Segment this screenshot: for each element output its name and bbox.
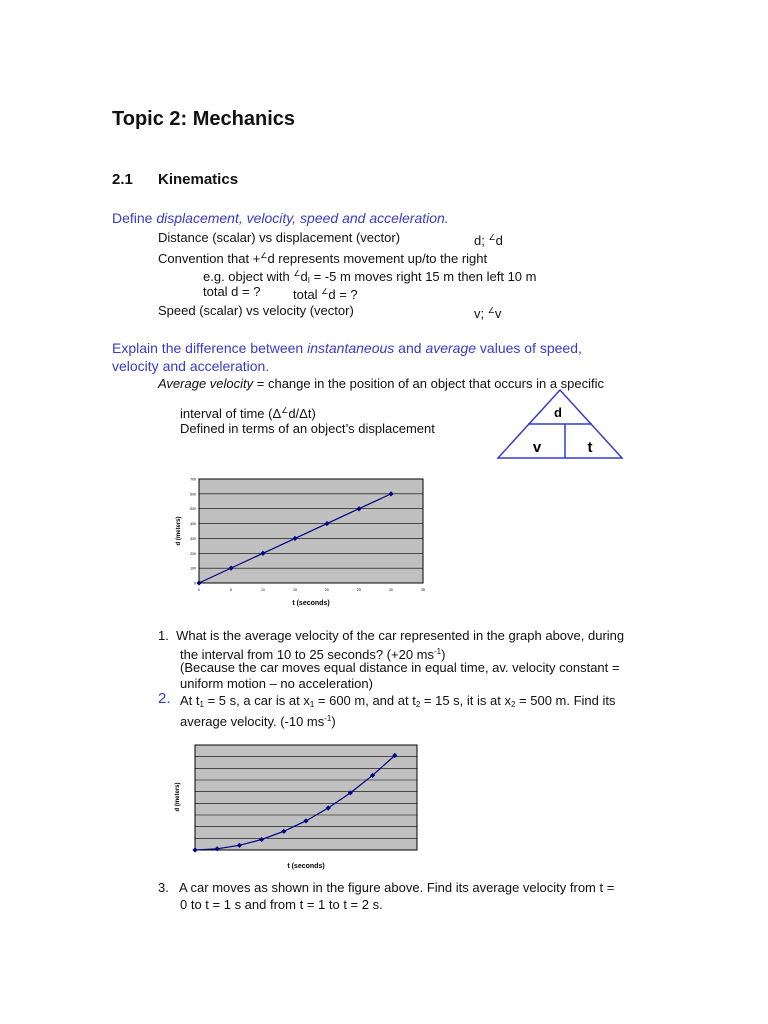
q2-a4: = 15 s, it is at x <box>420 693 511 708</box>
line-distance-displacement: Distance (scalar) vs displacement (vector) <box>158 230 401 245</box>
x-tick-label: 10 <box>261 588 265 592</box>
chart-accelerated-displacement <box>170 740 430 874</box>
symbol-d-scalar: d; <box>474 233 489 248</box>
y-tick-label: 600 <box>190 492 196 497</box>
x-tick-label: 30 <box>389 588 393 592</box>
y-tick-label: 200 <box>190 551 196 556</box>
question-3-line2: 0 to t = 1 s and from t = 1 to t = 2 s. <box>180 897 383 912</box>
y-axis-label: d (meters) <box>175 782 181 812</box>
x-tick-label: 35 <box>421 588 425 592</box>
q2-sup: -1 <box>324 714 332 723</box>
q2-text-b: average velocity. (-10 ms <box>180 714 325 729</box>
y-tick-label: 400 <box>190 522 196 527</box>
plot-area <box>195 745 417 850</box>
y-tick-label: 300 <box>190 536 196 541</box>
q2-a5: = 500 m. Find its <box>515 693 616 708</box>
symbol-v-scalar: v; <box>474 306 488 321</box>
vector-mark: ∠ <box>487 306 495 315</box>
q2-a2-sub: 1 <box>309 700 315 709</box>
line-speed-velocity: Speed (scalar) vs velocity (vector) <box>158 303 354 318</box>
q2-a2: = 5 s, a car is at x <box>203 693 310 708</box>
q2-a3: = 600 m, and at t <box>314 693 416 708</box>
avg-velocity-displacement: Defined in terms of an object’s displacement <box>180 421 435 436</box>
question-2-number: 2. <box>158 690 171 707</box>
chart-linear-displacement <box>170 472 440 612</box>
q2-a1-sub: 1 <box>199 700 204 709</box>
line-total-d: total d = ? <box>203 284 261 299</box>
explain-a: Explain the difference between <box>112 340 308 356</box>
vector-mark: ∠ <box>321 287 329 296</box>
line-total-vector-d <box>293 283 358 304</box>
q2-a3-sub: 2 <box>415 700 421 709</box>
y-tick-label: 100 <box>190 566 196 571</box>
explain-c: and <box>394 340 426 356</box>
define-prefix: Define <box>112 210 157 226</box>
x-axis-label: t (seconds) <box>287 863 325 870</box>
q1-number: 1. <box>158 628 169 643</box>
dvt-triangle <box>494 388 626 462</box>
y-tick-label: 700 <box>190 477 196 482</box>
explain-d: average <box>425 340 477 356</box>
q1-end: ) <box>441 647 446 662</box>
question-1-line3: (Because the car moves equal distance in equal time, av. velocity constant = <box>180 660 620 675</box>
example-a: e.g. object with <box>203 269 294 284</box>
y-tick-label: 500 <box>190 507 196 512</box>
vector-mark: ∠ <box>260 251 268 260</box>
q2-a4-sub: 2 <box>510 700 516 709</box>
symbol-v-vector: v <box>494 306 502 321</box>
x-tick-label: 25 <box>357 588 361 592</box>
x-tick-label: 20 <box>325 588 329 592</box>
y-axis-label: d (meters) <box>176 516 182 546</box>
question-2-line2 <box>180 710 336 731</box>
symbol-v <box>474 302 501 323</box>
example-b: d <box>300 269 308 284</box>
q3-number: 3. <box>158 880 169 895</box>
explain-objective-line2: velocity and acceleration. <box>112 358 270 374</box>
triangle-d: d <box>554 405 562 420</box>
convention-a: Convention that + <box>158 251 261 266</box>
section-number: 2.1 <box>112 171 133 188</box>
example-sub: I <box>307 276 310 285</box>
x-tick-label: 15 <box>293 588 297 592</box>
page-title: Topic 2: Mechanics <box>112 108 296 130</box>
x-tick-label: 5 <box>230 588 232 592</box>
total-b: total <box>293 287 322 302</box>
section-title: Kinematics <box>158 171 239 188</box>
define-objective <box>112 210 449 226</box>
q2-end: ) <box>331 714 336 729</box>
explain-b: instantaneous <box>307 340 395 356</box>
q1-text-a: What is the average velocity of the car represented in the graph above, during <box>176 628 625 643</box>
explain-objective-line1 <box>112 340 582 356</box>
vector-mark: ∠ <box>293 269 301 278</box>
question-1-line4: uniform motion – no acceleration) <box>180 676 373 691</box>
q1-text-b: the interval from 10 to 25 seconds? (+20 ms <box>180 647 434 662</box>
vector-mark: ∠ <box>488 233 496 242</box>
q1-sup: -1 <box>434 647 442 656</box>
avg-term: Average velocity <box>158 376 254 391</box>
vector-mark: ∠ <box>281 406 289 415</box>
convention-b: d represents movement up/to the right <box>267 251 488 266</box>
x-tick-label: 0 <box>198 588 200 592</box>
define-terms: displacement, velocity, speed and acceleration. <box>156 210 449 226</box>
q2-a1: At t <box>180 693 200 708</box>
interval-b: d/Δt) <box>288 406 316 421</box>
symbol-d-vector: d <box>495 233 503 248</box>
q3-text-a: A car moves as shown in the figure above. Find its average velocity from t = <box>178 880 615 895</box>
question-3-line1 <box>158 879 614 897</box>
explain-e: values of speed, <box>476 340 582 356</box>
total-c: d = ? <box>328 287 358 302</box>
y-tick-label: 0 <box>194 581 196 586</box>
avg-rest: = change in the position of an object that occurs in a specific <box>253 376 605 391</box>
x-axis-label: t (seconds) <box>292 600 330 607</box>
triangle-v: v <box>532 439 542 456</box>
example-c: = -5 m moves right 15 m then left 10 m <box>309 269 537 284</box>
triangle-t: t <box>587 439 593 456</box>
interval-a: interval of time (Δ <box>180 406 282 421</box>
